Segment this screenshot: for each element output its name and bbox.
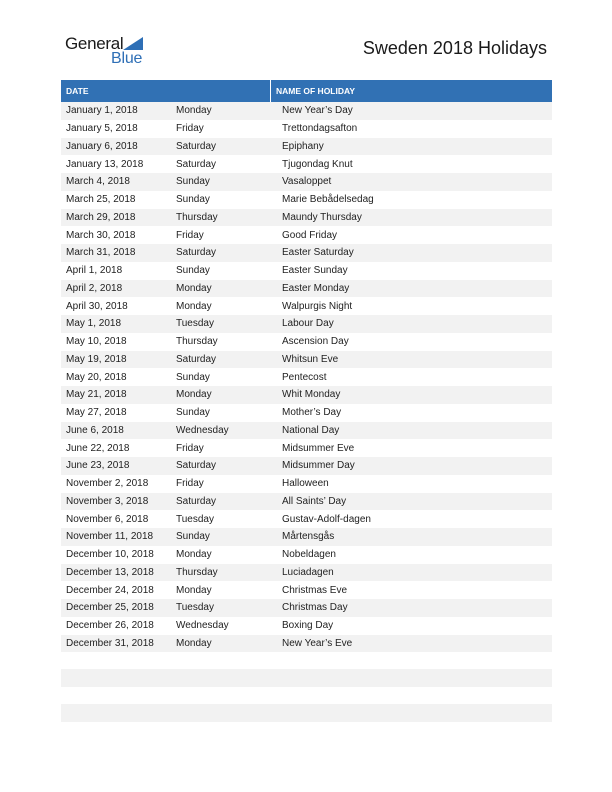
row-holiday-name: Good Friday [282,229,338,241]
row-weekday: Sunday [176,407,210,419]
row-weekday: Monday [176,105,212,117]
row-weekday: Saturday [176,495,217,507]
logo-triangle-icon [123,37,143,50]
row-holiday-name: Halloween [282,478,329,490]
row-weekday: Thursday [176,336,218,348]
table-row [61,386,552,404]
row-date: June 22, 2018 [66,442,130,454]
row-holiday-name: Trettondagsafton [282,123,358,135]
row-weekday: Monday [176,584,212,596]
row-holiday-name: Tjugondag Knut [282,158,353,170]
row-holiday-name: All Saints’ Day [282,495,347,507]
row-date: December 25, 2018 [66,602,154,614]
row-weekday: Monday [176,389,212,401]
table-row [61,439,552,457]
logo-word-blue: Blue [111,50,143,67]
row-weekday: Tuesday [176,318,214,330]
table-row [61,581,552,599]
row-date: January 5, 2018 [66,123,138,135]
table-row [61,457,552,475]
row-weekday: Monday [176,300,212,312]
table-row [61,564,552,582]
empty-row [61,669,552,687]
row-holiday-name: Midsummer Day [282,460,355,472]
page-title: Sweden 2018 Holidays [362,38,547,58]
table-row [61,209,552,227]
row-date: April 30, 2018 [66,300,128,312]
table-row [61,155,552,173]
row-date: November 11, 2018 [66,531,154,543]
row-date: January 1, 2018 [66,105,138,117]
table-row [61,173,552,191]
row-date: December 26, 2018 [66,620,154,632]
row-weekday: Friday [176,442,204,454]
row-weekday: Thursday [176,211,218,223]
row-date: March 29, 2018 [66,211,136,223]
row-holiday-name: Whitsun Eve [282,353,339,365]
row-date: April 1, 2018 [66,265,123,277]
row-holiday-name: Christmas Day [282,602,348,614]
row-weekday: Monday [176,549,212,561]
row-date: March 30, 2018 [66,229,136,241]
row-date: June 23, 2018 [66,460,130,472]
row-holiday-name: Boxing Day [282,620,334,632]
row-weekday: Friday [176,478,204,490]
table-row [61,226,552,244]
row-date: May 19, 2018 [66,353,127,365]
row-holiday-name: Pentecost [282,371,327,383]
table-row [61,404,552,422]
table-row [61,475,552,493]
row-date: December 13, 2018 [66,566,154,578]
row-date: June 6, 2018 [66,424,124,436]
table-row [61,635,552,653]
row-holiday-name: Easter Monday [282,282,350,294]
row-date: November 3, 2018 [66,495,149,507]
row-date: November 6, 2018 [66,513,149,525]
row-date: March 25, 2018 [66,194,136,206]
row-holiday-name: Marie Bebådelsedag [282,194,374,206]
row-weekday: Saturday [176,353,217,365]
table-row [61,191,552,209]
table-row [61,599,552,617]
row-weekday: Sunday [176,371,210,383]
row-holiday-name: Vasaloppet [282,176,332,188]
table-row [61,262,552,280]
row-weekday: Sunday [176,265,210,277]
table-row [61,422,552,440]
row-date: December 10, 2018 [66,549,154,561]
logo-word-general: General [65,34,124,53]
row-holiday-name: Maundy Thursday [282,211,362,223]
row-weekday: Sunday [176,531,210,543]
table-row [61,493,552,511]
table-row [61,510,552,528]
row-weekday: Saturday [176,460,217,472]
row-weekday: Wednesday [176,424,229,436]
row-holiday-name: Easter Sunday [282,265,348,277]
table-row [61,138,552,156]
row-date: March 4, 2018 [66,176,130,188]
header-date: DATE [61,80,271,102]
row-holiday-name: Ascension Day [282,336,349,348]
row-holiday-name: Easter Saturday [282,247,354,259]
row-weekday: Saturday [176,140,217,152]
empty-row [61,704,552,722]
row-weekday: Friday [176,123,204,135]
row-date: December 31, 2018 [66,637,154,649]
holiday-table [61,80,552,652]
table-row [61,528,552,546]
row-date: January 6, 2018 [66,140,138,152]
table-row [61,315,552,333]
row-weekday: Friday [176,229,204,241]
row-holiday-name: Nobeldagen [282,549,336,561]
table-body [61,102,552,652]
header-holiday-name: NAME OF HOLIDAY [276,86,356,96]
row-weekday: Saturday [176,158,217,170]
row-date: March 31, 2018 [66,247,136,259]
row-date: December 24, 2018 [66,584,154,596]
row-holiday-name: Gustav-Adolf-dagen [282,513,371,525]
row-date: May 1, 2018 [66,318,122,330]
row-holiday-name: Whit Monday [282,389,341,401]
table-row [61,297,552,315]
table-row [61,546,552,564]
row-weekday: Thursday [176,566,218,578]
table-row [61,102,552,120]
row-weekday: Saturday [176,247,217,259]
row-holiday-name: Epiphany [282,140,324,152]
row-date: May 27, 2018 [66,407,127,419]
row-weekday: Tuesday [176,513,214,525]
row-date: May 20, 2018 [66,371,127,383]
row-weekday: Tuesday [176,602,214,614]
row-holiday-name: Mårtensgås [282,531,335,543]
row-date: April 2, 2018 [66,282,123,294]
row-holiday-name: National Day [282,424,340,436]
row-holiday-name: Christmas Eve [282,584,348,596]
row-holiday-name: Mother’s Day [282,407,342,419]
table-row [61,333,552,351]
table-row [61,280,552,298]
row-date: January 13, 2018 [66,158,144,170]
row-weekday: Sunday [176,194,210,206]
row-date: May 21, 2018 [66,389,127,401]
row-holiday-name: Labour Day [282,318,334,330]
generalblue-logo [65,33,155,69]
table-row [61,617,552,635]
row-date: May 10, 2018 [66,336,127,348]
row-weekday: Monday [176,637,212,649]
row-holiday-name: New Year’s Day [282,105,353,117]
row-weekday: Wednesday [176,620,229,632]
row-date: November 2, 2018 [66,478,149,490]
row-weekday: Sunday [176,176,210,188]
row-holiday-name: Midsummer Eve [282,442,355,454]
table-row [61,368,552,386]
row-holiday-name: Luciadagen [282,566,334,578]
table-header [61,80,552,102]
table-row [61,120,552,138]
row-holiday-name: New Year’s Eve [282,637,353,649]
table-row [61,244,552,262]
row-weekday: Monday [176,282,212,294]
row-holiday-name: Walpurgis Night [282,300,353,312]
table-row [61,351,552,369]
